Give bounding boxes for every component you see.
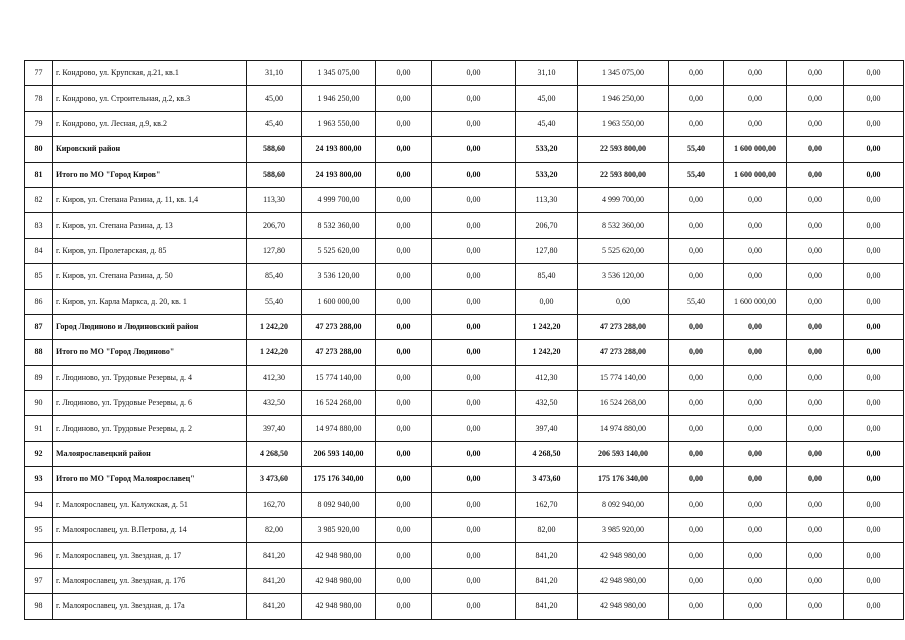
row-number: 88 <box>25 340 53 365</box>
table-row <box>25 238 904 263</box>
value-cell: 47 273 288,00 <box>302 340 376 365</box>
value-cell: 0,00 <box>724 365 787 390</box>
row-address: г. Кондрово, ул. Строительная, д.2, кв.3 <box>53 86 247 111</box>
value-cell: 0,00 <box>432 391 516 416</box>
value-cell: 0,00 <box>432 492 516 517</box>
value-cell: 0,00 <box>844 594 904 619</box>
value-cell: 0,00 <box>432 416 516 441</box>
value-cell: 0,00 <box>376 238 432 263</box>
value-cell: 841,20 <box>247 568 302 593</box>
value-cell: 0,00 <box>787 86 844 111</box>
table-row <box>25 365 904 390</box>
value-cell: 0,00 <box>724 416 787 441</box>
value-cell: 0,00 <box>844 137 904 162</box>
value-cell: 42 948 980,00 <box>578 594 669 619</box>
value-cell: 22 593 800,00 <box>578 137 669 162</box>
value-cell: 1 345 075,00 <box>578 61 669 86</box>
value-cell: 47 273 288,00 <box>302 314 376 339</box>
table-row <box>25 518 904 543</box>
value-cell: 3 473,60 <box>247 467 302 492</box>
value-cell: 0,00 <box>787 238 844 263</box>
row-address: г. Малоярославец, ул. Звездная, д. 17б <box>53 568 247 593</box>
value-cell: 0,00 <box>432 238 516 263</box>
value-cell: 0,00 <box>724 213 787 238</box>
value-cell: 841,20 <box>247 543 302 568</box>
value-cell: 0,00 <box>432 61 516 86</box>
value-cell: 432,50 <box>516 391 578 416</box>
value-cell: 0,00 <box>376 492 432 517</box>
value-cell: 0,00 <box>516 289 578 314</box>
value-cell: 113,30 <box>247 187 302 212</box>
row-number: 87 <box>25 314 53 339</box>
value-cell: 0,00 <box>376 568 432 593</box>
value-cell: 4 999 700,00 <box>302 187 376 212</box>
value-cell: 0,00 <box>724 492 787 517</box>
row-address: Кировский район <box>53 137 247 162</box>
value-cell: 8 532 360,00 <box>578 213 669 238</box>
value-cell: 0,00 <box>844 187 904 212</box>
value-cell: 0,00 <box>432 441 516 466</box>
row-address: г. Киров, ул. Степана Разина, д. 13 <box>53 213 247 238</box>
value-cell: 0,00 <box>787 289 844 314</box>
value-cell: 0,00 <box>787 61 844 86</box>
value-cell: 47 273 288,00 <box>578 340 669 365</box>
value-cell: 0,00 <box>844 86 904 111</box>
value-cell: 45,00 <box>516 86 578 111</box>
value-cell: 0,00 <box>724 467 787 492</box>
value-cell: 0,00 <box>669 187 724 212</box>
value-cell: 8 532 360,00 <box>302 213 376 238</box>
value-cell: 0,00 <box>376 264 432 289</box>
row-number: 92 <box>25 441 53 466</box>
value-cell: 0,00 <box>432 365 516 390</box>
value-cell: 1 946 250,00 <box>578 86 669 111</box>
row-number: 82 <box>25 187 53 212</box>
value-cell: 0,00 <box>844 441 904 466</box>
value-cell: 0,00 <box>787 264 844 289</box>
value-cell: 0,00 <box>376 314 432 339</box>
value-cell: 0,00 <box>787 365 844 390</box>
value-cell: 0,00 <box>669 264 724 289</box>
value-cell: 1 242,20 <box>247 314 302 339</box>
value-cell: 3 985 920,00 <box>302 518 376 543</box>
value-cell: 0,00 <box>432 111 516 136</box>
table-row <box>25 568 904 593</box>
value-cell: 0,00 <box>376 162 432 187</box>
row-number: 91 <box>25 416 53 441</box>
value-cell: 0,00 <box>724 441 787 466</box>
value-cell: 0,00 <box>376 111 432 136</box>
value-cell: 0,00 <box>724 518 787 543</box>
row-number: 97 <box>25 568 53 593</box>
value-cell: 0,00 <box>432 594 516 619</box>
table-row <box>25 340 904 365</box>
value-cell: 0,00 <box>724 187 787 212</box>
table-row <box>25 111 904 136</box>
value-cell: 0,00 <box>787 162 844 187</box>
value-cell: 0,00 <box>669 568 724 593</box>
value-cell: 4 268,50 <box>247 441 302 466</box>
value-cell: 0,00 <box>787 594 844 619</box>
value-cell: 0,00 <box>844 238 904 263</box>
value-cell: 45,40 <box>516 111 578 136</box>
value-cell: 55,40 <box>669 289 724 314</box>
value-cell: 841,20 <box>516 594 578 619</box>
value-cell: 0,00 <box>376 543 432 568</box>
table-row <box>25 391 904 416</box>
value-cell: 42 948 980,00 <box>302 568 376 593</box>
value-cell: 0,00 <box>724 391 787 416</box>
value-cell: 0,00 <box>787 187 844 212</box>
table-row <box>25 187 904 212</box>
table-row <box>25 543 904 568</box>
row-number: 84 <box>25 238 53 263</box>
value-cell: 175 176 340,00 <box>578 467 669 492</box>
value-cell: 15 774 140,00 <box>302 365 376 390</box>
value-cell: 1 963 550,00 <box>302 111 376 136</box>
value-cell: 24 193 800,00 <box>302 137 376 162</box>
value-cell: 0,00 <box>669 340 724 365</box>
value-cell: 0,00 <box>669 365 724 390</box>
row-number: 80 <box>25 137 53 162</box>
value-cell: 0,00 <box>669 61 724 86</box>
value-cell: 533,20 <box>516 137 578 162</box>
value-cell: 0,00 <box>787 340 844 365</box>
value-cell: 0,00 <box>724 238 787 263</box>
value-cell: 5 525 620,00 <box>302 238 376 263</box>
value-cell: 82,00 <box>247 518 302 543</box>
row-number: 93 <box>25 467 53 492</box>
value-cell: 127,80 <box>516 238 578 263</box>
value-cell: 0,00 <box>787 416 844 441</box>
row-number: 89 <box>25 365 53 390</box>
value-cell: 0,00 <box>724 314 787 339</box>
value-cell: 16 524 268,00 <box>302 391 376 416</box>
value-cell: 1 600 000,00 <box>724 137 787 162</box>
value-cell: 0,00 <box>376 594 432 619</box>
value-cell: 0,00 <box>432 340 516 365</box>
value-cell: 432,50 <box>247 391 302 416</box>
value-cell: 0,00 <box>432 543 516 568</box>
value-cell: 0,00 <box>578 289 669 314</box>
table-row <box>25 441 904 466</box>
value-cell: 162,70 <box>516 492 578 517</box>
value-cell: 0,00 <box>376 441 432 466</box>
data-table <box>24 60 904 620</box>
value-cell: 841,20 <box>516 568 578 593</box>
row-number: 86 <box>25 289 53 314</box>
value-cell: 588,60 <box>247 162 302 187</box>
value-cell: 0,00 <box>376 289 432 314</box>
row-number: 98 <box>25 594 53 619</box>
row-address: г. Кондрово, ул. Лесная, д.9, кв.2 <box>53 111 247 136</box>
value-cell: 85,40 <box>247 264 302 289</box>
row-number: 83 <box>25 213 53 238</box>
value-cell: 0,00 <box>787 314 844 339</box>
value-cell: 15 774 140,00 <box>578 365 669 390</box>
value-cell: 82,00 <box>516 518 578 543</box>
value-cell: 0,00 <box>376 61 432 86</box>
row-address: г. Киров, ул. Степана Разина, д. 11, кв. 1,4 <box>53 187 247 212</box>
value-cell: 0,00 <box>787 441 844 466</box>
value-cell: 0,00 <box>844 162 904 187</box>
value-cell: 0,00 <box>669 213 724 238</box>
value-cell: 1 242,20 <box>247 340 302 365</box>
table-row <box>25 467 904 492</box>
value-cell: 31,10 <box>247 61 302 86</box>
value-cell: 0,00 <box>376 187 432 212</box>
value-cell: 588,60 <box>247 137 302 162</box>
value-cell: 0,00 <box>844 213 904 238</box>
value-cell: 42 948 980,00 <box>578 543 669 568</box>
value-cell: 45,00 <box>247 86 302 111</box>
value-cell: 206 593 140,00 <box>302 441 376 466</box>
value-cell: 14 974 880,00 <box>578 416 669 441</box>
value-cell: 47 273 288,00 <box>578 314 669 339</box>
value-cell: 85,40 <box>516 264 578 289</box>
value-cell: 31,10 <box>516 61 578 86</box>
row-address: г. Кондрово, ул. Крупская, д.21, кв.1 <box>53 61 247 86</box>
value-cell: 0,00 <box>432 518 516 543</box>
value-cell: 162,70 <box>247 492 302 517</box>
value-cell: 0,00 <box>376 416 432 441</box>
value-cell: 1 600 000,00 <box>724 289 787 314</box>
value-cell: 533,20 <box>516 162 578 187</box>
row-number: 77 <box>25 61 53 86</box>
value-cell: 0,00 <box>844 543 904 568</box>
value-cell: 0,00 <box>844 289 904 314</box>
value-cell: 0,00 <box>669 467 724 492</box>
value-cell: 22 593 800,00 <box>578 162 669 187</box>
value-cell: 0,00 <box>669 238 724 263</box>
value-cell: 1 600 000,00 <box>302 289 376 314</box>
value-cell: 0,00 <box>787 137 844 162</box>
value-cell: 127,80 <box>247 238 302 263</box>
value-cell: 14 974 880,00 <box>302 416 376 441</box>
value-cell: 0,00 <box>376 518 432 543</box>
value-cell: 0,00 <box>724 594 787 619</box>
value-cell: 0,00 <box>844 391 904 416</box>
value-cell: 397,40 <box>247 416 302 441</box>
value-cell: 0,00 <box>844 340 904 365</box>
value-cell: 412,30 <box>247 365 302 390</box>
row-address: г. Людиново, ул. Трудовые Резервы, д. 6 <box>53 391 247 416</box>
value-cell: 1 963 550,00 <box>578 111 669 136</box>
value-cell: 42 948 980,00 <box>578 568 669 593</box>
value-cell: 3 536 120,00 <box>302 264 376 289</box>
row-address: г. Киров, ул. Степана Разина, д. 50 <box>53 264 247 289</box>
table-row <box>25 137 904 162</box>
value-cell: 0,00 <box>724 61 787 86</box>
value-cell: 841,20 <box>247 594 302 619</box>
value-cell: 3 473,60 <box>516 467 578 492</box>
value-cell: 0,00 <box>376 467 432 492</box>
value-cell: 0,00 <box>844 314 904 339</box>
value-cell: 0,00 <box>432 86 516 111</box>
value-cell: 0,00 <box>724 543 787 568</box>
value-cell: 8 092 940,00 <box>302 492 376 517</box>
value-cell: 0,00 <box>724 86 787 111</box>
row-number: 79 <box>25 111 53 136</box>
value-cell: 841,20 <box>516 543 578 568</box>
value-cell: 1 242,20 <box>516 340 578 365</box>
value-cell: 0,00 <box>787 492 844 517</box>
value-cell: 0,00 <box>844 264 904 289</box>
value-cell: 0,00 <box>844 416 904 441</box>
value-cell: 0,00 <box>669 314 724 339</box>
table-body <box>25 61 904 620</box>
value-cell: 412,30 <box>516 365 578 390</box>
table-row <box>25 314 904 339</box>
value-cell: 0,00 <box>844 467 904 492</box>
value-cell: 0,00 <box>669 518 724 543</box>
value-cell: 1 242,20 <box>516 314 578 339</box>
value-cell: 5 525 620,00 <box>578 238 669 263</box>
value-cell: 3 985 920,00 <box>578 518 669 543</box>
value-cell: 0,00 <box>724 264 787 289</box>
row-number: 95 <box>25 518 53 543</box>
value-cell: 0,00 <box>669 111 724 136</box>
value-cell: 45,40 <box>247 111 302 136</box>
row-number: 94 <box>25 492 53 517</box>
value-cell: 206 593 140,00 <box>578 441 669 466</box>
value-cell: 0,00 <box>376 340 432 365</box>
value-cell: 0,00 <box>787 391 844 416</box>
value-cell: 0,00 <box>669 594 724 619</box>
value-cell: 0,00 <box>787 568 844 593</box>
row-address: Город Людиново и Людиновский район <box>53 314 247 339</box>
value-cell: 0,00 <box>844 365 904 390</box>
table-row <box>25 492 904 517</box>
table-row <box>25 416 904 441</box>
value-cell: 397,40 <box>516 416 578 441</box>
value-cell: 0,00 <box>376 86 432 111</box>
value-cell: 0,00 <box>432 162 516 187</box>
row-address: Итого по МО "Город Малоярославец" <box>53 467 247 492</box>
value-cell: 0,00 <box>724 340 787 365</box>
row-address: г. Малоярославец, ул. Звездная, д. 17а <box>53 594 247 619</box>
value-cell: 0,00 <box>787 518 844 543</box>
value-cell: 0,00 <box>669 441 724 466</box>
value-cell: 3 536 120,00 <box>578 264 669 289</box>
value-cell: 0,00 <box>844 492 904 517</box>
row-number: 78 <box>25 86 53 111</box>
row-number: 90 <box>25 391 53 416</box>
row-address: г. Людиново, ул. Трудовые Резервы, д. 2 <box>53 416 247 441</box>
value-cell: 0,00 <box>669 492 724 517</box>
value-cell: 1 600 000,00 <box>724 162 787 187</box>
table-row <box>25 86 904 111</box>
value-cell: 0,00 <box>669 543 724 568</box>
value-cell: 0,00 <box>432 568 516 593</box>
row-address: г. Малоярославец, ул. В.Петрова, д. 14 <box>53 518 247 543</box>
value-cell: 0,00 <box>432 137 516 162</box>
value-cell: 55,40 <box>669 162 724 187</box>
value-cell: 206,70 <box>516 213 578 238</box>
value-cell: 0,00 <box>376 213 432 238</box>
value-cell: 206,70 <box>247 213 302 238</box>
value-cell: 0,00 <box>669 391 724 416</box>
row-address: г. Людиново, ул. Трудовые Резервы, д. 4 <box>53 365 247 390</box>
value-cell: 0,00 <box>376 391 432 416</box>
row-address: Малоярославецкий район <box>53 441 247 466</box>
value-cell: 1 946 250,00 <box>302 86 376 111</box>
value-cell: 0,00 <box>844 61 904 86</box>
value-cell: 0,00 <box>787 467 844 492</box>
value-cell: 0,00 <box>432 264 516 289</box>
value-cell: 4 268,50 <box>516 441 578 466</box>
table-row <box>25 594 904 619</box>
value-cell: 0,00 <box>787 213 844 238</box>
value-cell: 8 092 940,00 <box>578 492 669 517</box>
value-cell: 42 948 980,00 <box>302 543 376 568</box>
table-row <box>25 264 904 289</box>
value-cell: 42 948 980,00 <box>302 594 376 619</box>
row-address: г. Малоярославец, ул. Звездная, д. 17 <box>53 543 247 568</box>
value-cell: 55,40 <box>247 289 302 314</box>
value-cell: 0,00 <box>432 314 516 339</box>
table-row <box>25 162 904 187</box>
value-cell: 16 524 268,00 <box>578 391 669 416</box>
row-address: г. Киров, ул. Пролетарская, д. 85 <box>53 238 247 263</box>
value-cell: 113,30 <box>516 187 578 212</box>
value-cell: 0,00 <box>669 86 724 111</box>
value-cell: 0,00 <box>724 568 787 593</box>
table-row <box>25 289 904 314</box>
table-row <box>25 213 904 238</box>
value-cell: 0,00 <box>844 111 904 136</box>
value-cell: 55,40 <box>669 137 724 162</box>
row-number: 96 <box>25 543 53 568</box>
row-number: 85 <box>25 264 53 289</box>
table-row <box>25 61 904 86</box>
row-address: г. Киров, ул. Карла Маркса, д. 20, кв. 1 <box>53 289 247 314</box>
value-cell: 0,00 <box>787 543 844 568</box>
value-cell: 1 345 075,00 <box>302 61 376 86</box>
row-number: 81 <box>25 162 53 187</box>
value-cell: 0,00 <box>844 568 904 593</box>
value-cell: 0,00 <box>432 187 516 212</box>
value-cell: 24 193 800,00 <box>302 162 376 187</box>
value-cell: 0,00 <box>844 518 904 543</box>
value-cell: 0,00 <box>432 289 516 314</box>
value-cell: 175 176 340,00 <box>302 467 376 492</box>
row-address: г. Малоярославец, ул. Калужская, д. 51 <box>53 492 247 517</box>
value-cell: 0,00 <box>376 137 432 162</box>
value-cell: 0,00 <box>432 213 516 238</box>
row-address: Итого по МО "Город Киров" <box>53 162 247 187</box>
value-cell: 4 999 700,00 <box>578 187 669 212</box>
value-cell: 0,00 <box>724 111 787 136</box>
row-address: Итого по МО "Город Людиново" <box>53 340 247 365</box>
value-cell: 0,00 <box>787 111 844 136</box>
value-cell: 0,00 <box>669 416 724 441</box>
value-cell: 0,00 <box>432 467 516 492</box>
value-cell: 0,00 <box>376 365 432 390</box>
